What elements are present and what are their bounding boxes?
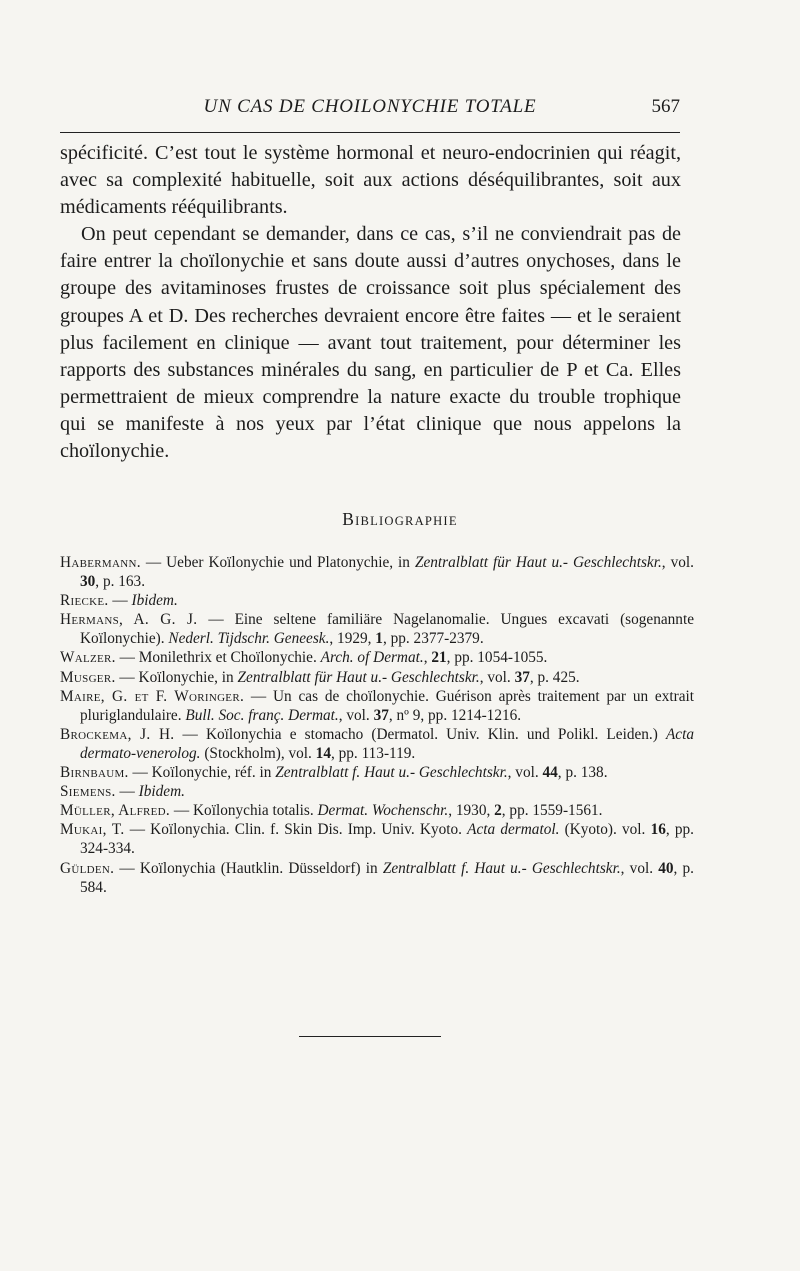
bibliography-entry <box>60 668 694 687</box>
entry-text: , vol. <box>338 706 374 724</box>
entry-text: , vol. <box>620 859 659 877</box>
entry-journal: Nederl. Tijdschr. Geneesk. <box>168 630 330 648</box>
entry-author: Riecke. <box>60 592 109 610</box>
header-rule <box>60 132 680 133</box>
entry-volume: 30 <box>80 573 96 591</box>
entry-volume: 21 <box>431 649 447 667</box>
running-head <box>60 96 680 122</box>
entry-text: — Eine seltene familiäre Nagelanomalie. Ungues excavati (sogenannte Koïlonychie). <box>80 611 694 648</box>
entry-text: , pp. 1054-1055. <box>446 649 548 667</box>
end-rule <box>299 1036 441 1037</box>
entry-journal: Ibidem. <box>131 592 178 610</box>
entry-text: (Kyoto). vol. <box>559 821 651 839</box>
running-title: UN CAS DE CHOILONYCHIE TOTALE <box>203 96 537 117</box>
entry-text: , p. 425. <box>529 668 580 686</box>
entry-journal: Dermat. Wochenschr. <box>317 802 449 820</box>
entry-text: , vol. <box>661 554 694 571</box>
entry-journal: Acta dermatol. <box>467 821 560 839</box>
entry-text: — Koïlonychia. Clin. f. Skin Dis. Imp. Univ. Kyoto. <box>124 821 468 839</box>
entry-text: , pp. 1559-1561. <box>501 802 603 820</box>
entry-text: — Un cas de choïlonychie. Guérison après traitement par un extrait pluriglandulaire. <box>80 687 694 724</box>
entry-text: , 1929, <box>329 630 376 648</box>
bibliography-heading <box>0 509 800 530</box>
entry-text: , pp. 2377-2379. <box>382 630 484 648</box>
entry-text: , pp. 324-334. <box>80 821 694 858</box>
entry-volume: 14 <box>315 744 331 762</box>
entry-author: Musger. <box>60 668 116 686</box>
entry-author: Walzer. <box>60 649 116 667</box>
entry-text: , vol. <box>479 668 515 686</box>
entry-text: — Koïlonychia (Hautklin. Düsseldorf) in <box>114 859 383 877</box>
entry-journal: Bull. Soc. franç. Dermat. <box>185 706 339 724</box>
entry-text: , vol. <box>507 764 543 782</box>
heading-initial: B <box>342 509 356 529</box>
entry-text: , p. 138. <box>557 764 608 782</box>
entry-journal: Ibidem. <box>138 783 185 801</box>
bibliography-entry <box>60 763 694 782</box>
entry-text: — Ueber Koïlonychie und Platonychie, in <box>140 554 415 571</box>
entry-text: , <box>423 649 432 667</box>
entry-text: , 1930, <box>448 802 495 820</box>
page-number: 567 <box>651 96 680 117</box>
entry-text: — <box>115 783 139 801</box>
body-text <box>60 140 681 465</box>
entry-volume: 1 <box>375 630 383 648</box>
paragraph: On peut cependant se demander, dans ce cas, s’il ne conviendrait pas de faire entrer la choïlonychie et sans doute aussi d’autres onychoses, dans le groupe des avitaminoses frustes de croissance soit plus spécialement des groupes A et D. Des recherches devraient encore être faites — et le seraient plus facilement en clinique — avant tout traitement, pour déterminer les rapports des substances minérales du sang, en particulier de P et Ca. Elles permettraient de mieux comprendre la nature exacte du trouble trophique qui se manifeste à nos yeux par l’état clinique que nous appelons la choïlonychie. <box>60 223 681 463</box>
bibliography-entry <box>60 591 694 610</box>
entry-text: , p. 584. <box>80 859 695 896</box>
entry-text: , pp. 113-119. <box>330 744 416 762</box>
bibliography-entry <box>60 553 694 591</box>
entry-journal: Zentralblatt f. Haut u.- Geschlechtskr. <box>275 764 508 782</box>
bibliography-entry <box>60 725 694 763</box>
entry-author: Birnbaum. <box>60 764 129 782</box>
entry-author: Müller, Alfred. <box>60 802 171 820</box>
bibliography-entry <box>60 820 694 858</box>
entry-journal: Zentralblatt für Haut u.- Geschlechtskr. <box>414 554 662 571</box>
bibliography-entry <box>60 648 694 667</box>
bibliography-entry <box>60 610 694 648</box>
entry-volume: 40 <box>658 859 674 877</box>
entry-text: — Koïlonychie, in <box>115 668 238 686</box>
entry-volume: 2 <box>494 802 502 820</box>
entry-author: Brockema, J. H. <box>60 725 175 743</box>
entry-text: — Koïlonychia e stomacho (Dermatol. Univ. Klin. und Polikl. Leiden.) <box>174 725 666 743</box>
entry-author: Habermann. <box>60 554 141 571</box>
entry-volume: 44 <box>542 764 558 782</box>
bibliography-entry <box>60 687 694 725</box>
entry-author: Mukai, T. <box>60 821 125 839</box>
bibliography-entry <box>60 801 694 820</box>
bibliography-entry <box>60 859 694 897</box>
entry-journal: Acta dermato-venerolog. <box>80 725 694 762</box>
bibliography-list <box>60 553 694 897</box>
entry-text: — <box>108 592 132 610</box>
paragraph: spécificité. C’est tout le système hormonal et neuro-endocrinien qui réagit, avec sa complexité habituelle, soit aux actions déséquilibrantes, soit aux médicaments rééquilibrants. <box>60 142 681 219</box>
entry-author: Maire, G. et F. Woringer. <box>60 687 245 705</box>
entry-author: Gülden. <box>60 859 115 877</box>
entry-text: — Koïlonychia totalis. <box>170 802 318 820</box>
bibliography-entry <box>60 782 694 801</box>
entry-journal: Arch. of Dermat. <box>320 649 424 667</box>
entry-text: , p. 163. <box>95 573 146 591</box>
entry-volume: 37 <box>373 706 389 724</box>
heading-rest: IBLIOGRAPHIE <box>355 514 458 528</box>
entry-text: — Monilethrix et Choïlonychie. <box>115 649 321 667</box>
entry-volume: 16 <box>650 821 666 839</box>
entry-journal: Zentralblatt für Haut u.- Geschlechtskr. <box>237 668 480 686</box>
entry-journal: Zentralblatt f. Haut u.- Geschlechtskr. <box>382 859 621 877</box>
entry-author: Siemens. <box>60 783 116 801</box>
entry-volume: 37 <box>514 668 530 686</box>
entry-author: Hermans, A. G. J. <box>60 611 198 629</box>
entry-text: — Koïlonychie, réf. in <box>128 764 276 782</box>
entry-text: (Stockholm), vol. <box>200 744 316 762</box>
entry-text: , nº 9, pp. 1214-1216. <box>388 706 522 724</box>
